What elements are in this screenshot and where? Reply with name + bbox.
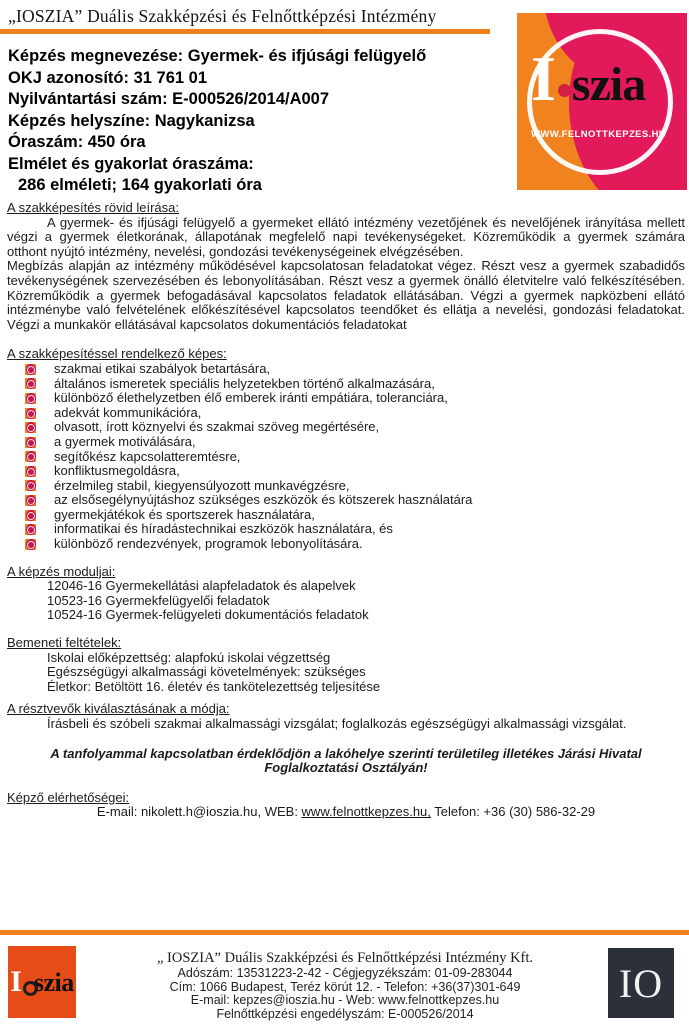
course-name-line: Képzés megnevezése: Gyermek- és ifjúsági felügyelő xyxy=(8,47,427,65)
capability-text: olvasott, írott köznyelvi és szakmai szöveg megértésére, xyxy=(54,419,380,435)
capability-item xyxy=(7,450,685,465)
website-link[interactable]: www.felnottkepzes.hu, xyxy=(301,804,431,820)
capability-item xyxy=(7,493,685,508)
footer-rule xyxy=(0,930,689,935)
description-heading: A szakképesítés rövid leírása: xyxy=(7,200,179,215)
capability-text: szakmai etikai szabályok betartására, xyxy=(54,360,271,376)
capability-text: különböző rendezvények, programok lebonyolítására. xyxy=(54,536,363,552)
contact-line xyxy=(7,805,685,820)
main-content xyxy=(7,201,685,820)
capabilities-list xyxy=(7,362,685,552)
ioszia-logo xyxy=(517,13,687,190)
footer-ioszia-logo-icon xyxy=(8,946,76,1018)
capability-item xyxy=(7,508,685,523)
capability-item xyxy=(7,522,685,537)
registry-number-line: Nyilvántartási szám: E-000526/2014/A007 xyxy=(8,90,330,108)
footer-io-letters: IO xyxy=(618,960,664,1006)
footer-address-line: Cím: 1066 Budapest, Teréz körút 12. - Telefon: +36(37)301-649 xyxy=(169,979,521,994)
capability-item xyxy=(7,464,685,479)
contact-heading: Képző elérhetőségei: xyxy=(7,789,130,805)
contact-phone-text: Telefon: +36 (30) 586-32-29 xyxy=(430,804,596,820)
entry-requirements-heading: Bemeneti feltételek: xyxy=(7,635,122,651)
modules-list xyxy=(7,579,685,623)
capability-text: érzelmileg stabil, kiegyensúlyozott munkavégzésre, xyxy=(54,477,350,493)
ioszia-bullet-icon xyxy=(25,510,36,521)
okj-id-line: OKJ azonosító: 31 761 01 xyxy=(8,68,207,87)
capability-item xyxy=(7,479,685,494)
description-paragraph-2: Megbízás alapján az intézmény működésével kapcsolatosan feladatokat végez. Részt vesz a gyermek szabadidős tevékenységének szervezésében és lebonyolításában. Részt vesz a gyermek önálló életvitelre való felkészítésében. Közreműködik a gyermek befogadásával kapcsolatos feladatok ellátásában. Végzi a gyermek napközbeni ellátó intézménybe való felvételének előkészítésével kapcsolatos teendőket és ellátja a nevelési, gondozási feladatokat. Végzi a munkakör ellátásával kapcsolatos dokumentációs feladatokat xyxy=(7,258,685,332)
location-line: Képzés helyszíne: Nagykanizsa xyxy=(8,111,255,130)
ioszia-bullet-icon xyxy=(25,466,36,477)
capability-text: segítőkész kapcsolatteremtésre, xyxy=(54,448,241,464)
course-info-block xyxy=(8,46,508,197)
theory-practice-label-line: Elmélet és gyakorlat óraszáma: xyxy=(8,154,254,173)
footer-info-block xyxy=(95,952,595,1022)
logo-url-text: WWW.FELNOTTKEPZES.HU xyxy=(531,129,667,140)
capability-item xyxy=(7,362,685,377)
ioszia-bullet-icon xyxy=(25,524,36,535)
entry-item: Iskolai előképzettség: alapfokú iskolai végzettség xyxy=(47,649,331,665)
theory-practice-hours-line: 286 elméleti; 164 gyakorlati óra xyxy=(18,176,262,194)
capability-text: adekvát kommunikációra, xyxy=(54,404,202,420)
footer-logo-letter-i: I xyxy=(10,965,22,998)
footer-contact-line: E-mail: kepzes@ioszia.hu - Web: www.felnottkepzes.hu xyxy=(190,993,500,1008)
hours-line: Óraszám: 450 óra xyxy=(8,133,146,151)
ioszia-bullet-icon xyxy=(25,393,36,404)
capability-text: konfliktusmegoldásra, xyxy=(54,463,180,479)
entry-requirements-list xyxy=(7,651,685,695)
capability-text: gyermekjátékok és sportszerek használatára, xyxy=(54,506,315,522)
capability-item xyxy=(7,391,685,406)
selection-method-text: Írásbeli és szóbeli szakmai alkalmassági vizsgálat; foglalkozás egészségügyi alkalmassági vizsgálat. xyxy=(47,716,627,731)
footer-io-logo-icon xyxy=(608,948,674,1018)
module-item: 12046-16 Gyermekellátási alapfeladatok és alapelvek xyxy=(47,578,356,594)
entry-item: Életkor: Betöltött 16. életév és tankötelezettség teljesítése xyxy=(47,678,381,694)
logo-dot-icon xyxy=(558,84,571,97)
ioszia-bullet-icon xyxy=(25,495,36,506)
capability-item xyxy=(7,377,685,392)
module-item: 10523-16 Gyermekfelügyelői feladatok xyxy=(47,592,270,608)
footer-license-line: Felnőttképzési engedélyszám: E-000526/2014 xyxy=(216,1007,474,1022)
ioszia-bullet-icon xyxy=(25,539,36,550)
capability-item xyxy=(7,435,685,450)
capability-item xyxy=(7,406,685,421)
footer-company-name: „ IOSZIA” Duális Szakképzési és Felnőttképzési Intézmény Kft. xyxy=(156,950,534,966)
logo-letters-szia: szia xyxy=(571,58,646,111)
footer-tax-line: Adószám: 13531223-2-42 - Cégjegyzékszám: 01-09-283044 xyxy=(177,965,513,980)
ioszia-bullet-icon xyxy=(25,480,36,491)
capability-text: az elsősegélynyújtáshoz szükséges eszközök és kötszerek használatára xyxy=(54,492,473,508)
capabilities-heading: A szakképesítéssel rendelkező képes: xyxy=(7,346,227,362)
notice-text: A tanfolyammal kapcsolatban érdeklődjön a lakóhelye szerinti területileg illetékes Járási Hivatal Foglalkoztatási Osztályán! xyxy=(50,745,642,776)
contact-email-text: E-mail: nikolett.h@ioszia.hu, WEB: xyxy=(96,804,302,820)
modules-heading: A képzés moduljai: xyxy=(7,563,116,579)
logo-letter-i: I xyxy=(531,43,556,114)
capability-text: általános ismeretek speciális helyzetekben történő alkalmazására, xyxy=(54,375,435,391)
capability-item xyxy=(7,420,685,435)
module-item: 10524-16 Gyermek-felügyeleti dokumentációs feladatok xyxy=(47,607,369,623)
selection-method-heading: A résztvevők kiválasztásának a módja: xyxy=(7,701,230,717)
org-title: „IOSZIA” Duális Szakképzési és Felnőttképzési Intézmény xyxy=(8,6,437,26)
capability-text: különböző élethelyzetben élő emberek iránti empátiára, toleranciára, xyxy=(54,390,448,406)
ioszia-bullet-icon xyxy=(25,364,36,375)
ioszia-bullet-icon xyxy=(25,422,36,433)
ioszia-bullet-icon xyxy=(25,451,36,462)
header-rule xyxy=(0,29,490,34)
capability-item xyxy=(7,537,685,552)
capability-text: informatikai és híradástechnikai eszközök használatára, és xyxy=(54,521,393,537)
ioszia-bullet-icon xyxy=(25,408,36,419)
ioszia-bullet-icon xyxy=(25,437,36,448)
description-paragraph-1: A gyermek- és ifjúsági felügyelő a gyermeket ellátó intézmény vezetőjének és nevelőjének irányítása mellett végzi a gyermek életkorának, állapotának megfelelő napi tevékenységeket. Közreműködik a gyermek számára otthont nyújtó intézmény, nevelési, gondozási tevékenységeinek elvégzésében. xyxy=(7,214,685,259)
logo-wordmark xyxy=(531,43,646,114)
ioszia-bullet-icon xyxy=(25,378,36,389)
entry-item: Egészségügyi alkalmassági követelmények: szükséges xyxy=(47,664,366,680)
capability-text: a gyermek motiválására, xyxy=(54,433,196,449)
footer-logo-letters-szia: szia xyxy=(33,968,74,997)
